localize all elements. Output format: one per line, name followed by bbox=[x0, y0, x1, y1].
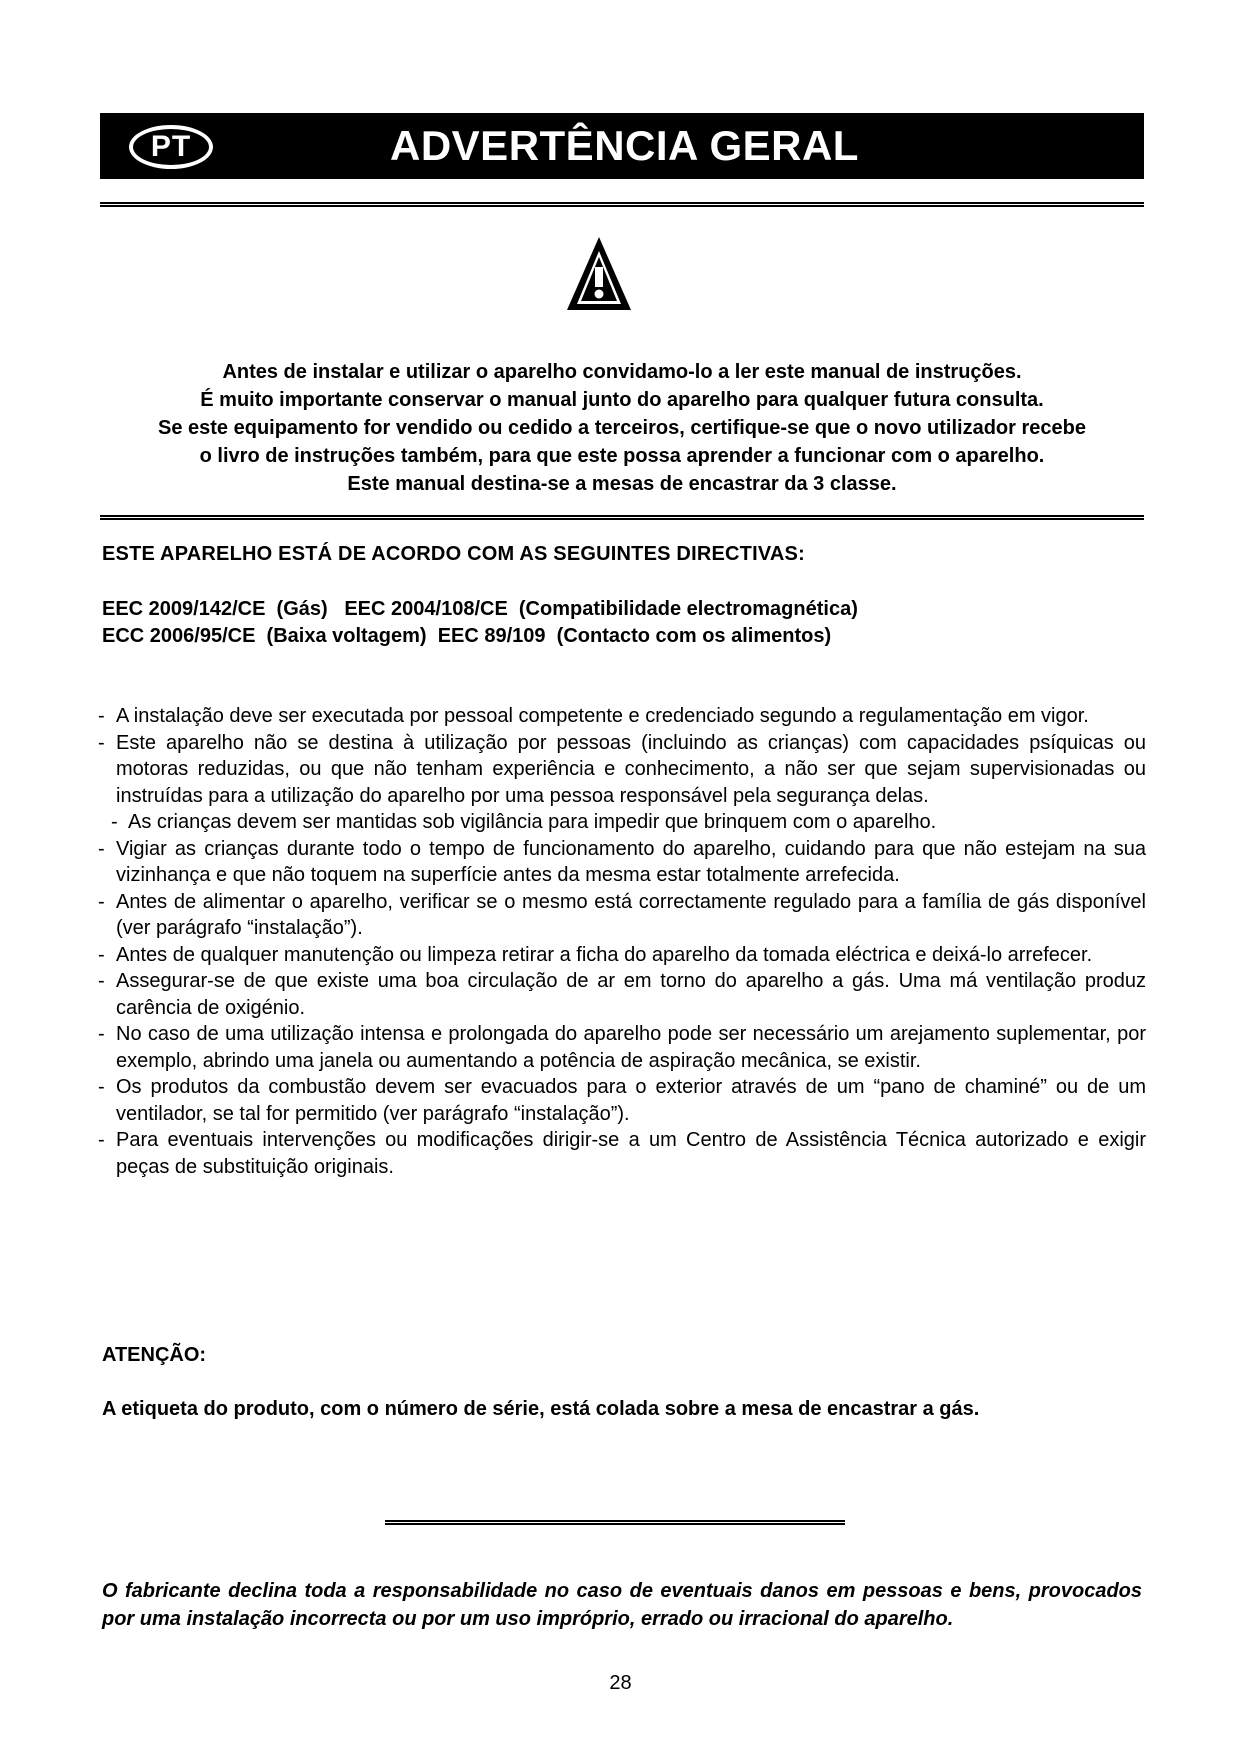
section-divider bbox=[100, 515, 1144, 520]
list-item bbox=[98, 730, 1146, 810]
disclaimer: O fabricante declina toda a responsabilidade no caso de eventuais danos em pessoas e bens, provocados por uma instalação incorrecta ou por um uso impróprio, errado ou irracional do aparelho. bbox=[102, 1580, 1142, 1630]
bullet-marker: - bbox=[98, 943, 105, 966]
warning-triangle-icon bbox=[564, 234, 634, 324]
attention-text: A etiqueta do produto, com o número de série, está colada sobre a mesa de encastrar a gás. bbox=[102, 1398, 980, 1420]
list-item-text: A instalação deve ser executada por pessoal competente e credenciado segundo a regulamentação em vigor. bbox=[116, 705, 1089, 727]
list-item-text: No caso de uma utilização intensa e prolongada do aparelho pode ser necessário um arejamento suplementar, por exemplo, abrindo uma janela ou aumentando a potência de aspiração mecânica, se existir. bbox=[116, 1023, 1146, 1072]
bullet-marker: - bbox=[98, 1023, 105, 1045]
list-item bbox=[98, 1127, 1146, 1180]
list-item bbox=[98, 1074, 1146, 1127]
intro-line: Antes de instalar e utilizar o aparelho convidamo-lo a ler este manual de instruções. bbox=[222, 361, 1022, 383]
directive-line: ECC 2006/95/CE (Baixa voltagem) EEC 89/109 (Contacto com os alimentos) bbox=[102, 625, 832, 647]
header-divider bbox=[100, 202, 1144, 207]
warnings-list bbox=[98, 703, 1146, 1180]
intro-text bbox=[100, 358, 1144, 498]
intro-line: Se este equipamento for vendido ou cedido a terceiros, certifique-se que o novo utilizador recebe bbox=[158, 417, 1086, 439]
list-item-text: As crianças devem ser mantidas sob vigilância para impedir que brinquem com o aparelho. bbox=[128, 811, 937, 833]
page-number: 28 bbox=[609, 1672, 632, 1694]
list-item bbox=[98, 836, 1146, 889]
list-item bbox=[98, 942, 1146, 969]
list-item-text: Antes de qualquer manutenção ou limpeza retirar a ficha do aparelho da tomada eléctrica e deixá-lo arrefecer. bbox=[116, 943, 1093, 966]
list-item-text: Para eventuais intervenções ou modificações dirigir-se a um Centro de Assistência Técnica autorizado e exigir peças de substituição originais. bbox=[116, 1129, 1146, 1178]
intro-line: o livro de instruções também, para que este possa aprender a funcionar com o aparelho. bbox=[199, 445, 1045, 467]
footer-divider bbox=[385, 1520, 845, 1525]
list-item bbox=[98, 968, 1146, 1021]
intro-line: É muito importante conservar o manual junto do aparelho para qualquer futura consulta. bbox=[200, 389, 1044, 411]
directives-heading: ESTE APARELHO ESTÁ DE ACORDO COM AS SEGUINTES DIRECTIVAS: bbox=[102, 543, 805, 565]
list-item-text: Vigiar as crianças durante todo o tempo de funcionamento do aparelho, cuidando para que não estejam na sua vizinhança e que não toquem na superfície antes da mesma estar totalmente arrefecida. bbox=[116, 837, 1146, 886]
list-item-text: Este aparelho não se destina à utilização por pessoas (incluindo as crianças) com capacidades psíquicas ou motoras reduzidas, ou que não tenham experiência e conhecimento, a não ser que sejam supervisionadas ou instruídas para a utilização do aparelho por uma pessoa responsável pela segurança delas. bbox=[116, 731, 1146, 807]
list-item-text: Assegurar-se de que existe uma boa circulação de ar em torno do aparelho a gás. Uma má ventilação produz carência de oxigénio. bbox=[116, 970, 1146, 1019]
list-item-text: Antes de alimentar o aparelho, verificar se o mesmo está correctamente regulado para a família de gás disponível (ver parágrafo “instalação”). bbox=[116, 890, 1146, 939]
list-item bbox=[98, 889, 1146, 942]
bullet-marker: - bbox=[98, 970, 105, 992]
language-badge: PT bbox=[129, 125, 213, 169]
bullet-marker: - bbox=[98, 705, 105, 727]
list-item bbox=[98, 703, 1146, 730]
bullet-marker: - bbox=[111, 811, 118, 833]
list-item bbox=[98, 1021, 1146, 1074]
bullet-marker: - bbox=[98, 1129, 105, 1151]
page-title: ADVERTÊNCIA GERAL bbox=[390, 122, 859, 169]
directive-line: EEC 2009/142/CE (Gás) EEC 2004/108/CE (Compatibilidade electromagnética) bbox=[102, 598, 858, 620]
list-item-text: Os produtos da combustão devem ser evacuados para o exterior através de um “pano de chaminé” ou de um ventilador, se tal for permitido (ver parágrafo “instalação”). bbox=[116, 1076, 1146, 1125]
bullet-marker: - bbox=[98, 837, 105, 860]
list-item bbox=[98, 809, 1146, 836]
directives-list bbox=[102, 596, 1142, 650]
bullet-marker: - bbox=[98, 1076, 105, 1098]
intro-line: Este manual destina-se a mesas de encastrar da 3 classe. bbox=[347, 473, 897, 495]
attention-heading: ATENÇÃO: bbox=[102, 1344, 207, 1366]
bullet-marker: - bbox=[98, 890, 105, 913]
header-bar bbox=[100, 113, 1144, 179]
bullet-marker: - bbox=[98, 731, 105, 754]
